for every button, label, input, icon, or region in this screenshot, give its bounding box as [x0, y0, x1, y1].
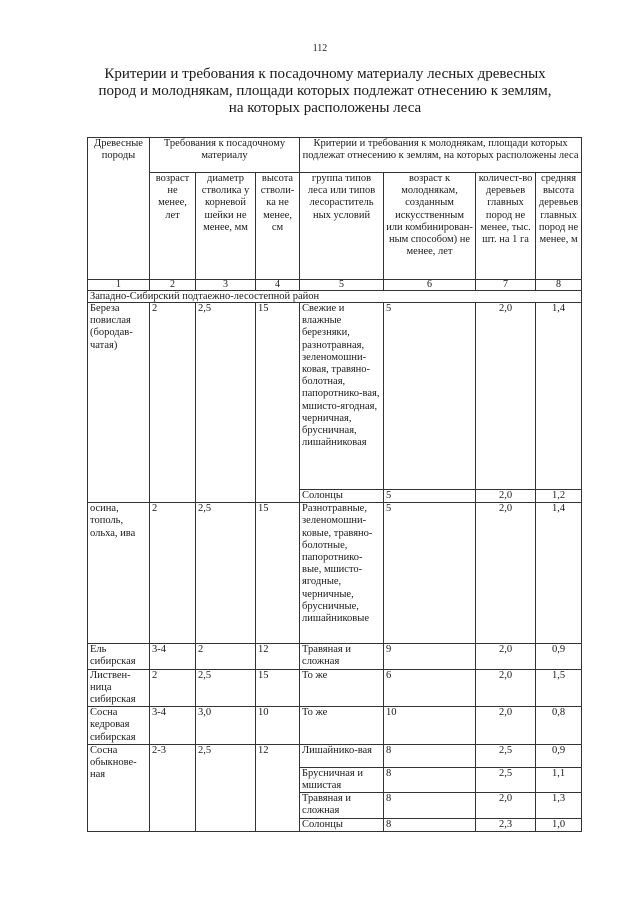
species-cell: Листвен-ница сибирская: [88, 669, 150, 707]
diameter-cell: 2,5: [196, 669, 256, 707]
forest-type-cell: Солонцы: [300, 490, 384, 503]
species-cell: Береза повислая (бородав-чатая): [88, 303, 150, 503]
forest-type-cell: То же: [300, 707, 384, 745]
avg-height-cell: 1,4: [536, 503, 582, 644]
table-row: [88, 707, 582, 745]
young-age-cell: 8: [384, 818, 476, 831]
young-age-cell: 9: [384, 644, 476, 669]
page-number: 112: [312, 43, 328, 54]
young-age-cell: 8: [384, 767, 476, 792]
species-cell: Сосна обыкнове-ная: [88, 744, 150, 831]
forest-type-cell: Свежие и влажные березняки, разнотравная, зеленомошни-ковая, травяно-болотная, папоротнико-вая, мшисто-ягодная, черничная, брусничная, лишайниковая: [300, 303, 384, 490]
diameter-cell: 2,5: [196, 303, 256, 503]
forest-type-cell: Солонцы: [300, 818, 384, 831]
height-cell: 12: [256, 744, 300, 831]
young-age-cell: 6: [384, 669, 476, 707]
column-number: 2: [150, 280, 196, 291]
table-row: [88, 644, 582, 669]
table-row: [88, 669, 582, 707]
height-cell: 15: [256, 503, 300, 644]
column-numbers-row: [88, 280, 582, 291]
young-age-cell: 5: [384, 490, 476, 503]
document-title: Критерии и требования к посадочному материалу лесных древесных пород и молоднякам, площади которых подлежат отнесению к землям, на которых расположены леса: [98, 66, 552, 116]
avg-height-cell: 1,0: [536, 818, 582, 831]
region-row: Западно-Сибирский подтаежно-лесостепной район: [88, 291, 582, 303]
age-cell: 2-3: [150, 744, 196, 831]
forest-type-cell: Лишайнико-вая: [300, 744, 384, 767]
age-cell: 2: [150, 303, 196, 503]
age-cell: 3-4: [150, 644, 196, 669]
count-cell: 2,5: [476, 767, 536, 792]
header-young: Критерии и требования к молоднякам, площади которых подлежат отнесению к землям, на которых расположены леса: [300, 138, 582, 173]
diameter-cell: 2,5: [196, 744, 256, 831]
avg-height-cell: 0,9: [536, 744, 582, 767]
column-number: 4: [256, 280, 300, 291]
forest-type-cell: Брусничная и мшистая: [300, 767, 384, 792]
table-row: [88, 503, 582, 644]
species-cell: Ель сибирская: [88, 644, 150, 669]
avg-height-cell: 1,1: [536, 767, 582, 792]
header-age-min: возраст не менее, лет: [150, 173, 196, 280]
column-number: 7: [476, 280, 536, 291]
forest-type-cell: Травяная и сложная: [300, 793, 384, 818]
avg-height-cell: 1,5: [536, 669, 582, 707]
young-age-cell: 10: [384, 707, 476, 745]
count-cell: 2,5: [476, 744, 536, 767]
height-cell: 15: [256, 303, 300, 503]
forest-type-cell: Травяная и сложная: [300, 644, 384, 669]
diameter-cell: 2: [196, 644, 256, 669]
young-age-cell: 5: [384, 503, 476, 644]
header-diameter: диаметр стволика у корневой шейки не менее, мм: [196, 173, 256, 280]
avg-height-cell: 1,3: [536, 793, 582, 818]
column-number: 3: [196, 280, 256, 291]
avg-height-cell: 0,9: [536, 644, 582, 669]
young-age-cell: 8: [384, 744, 476, 767]
table-row: [88, 744, 582, 767]
header-count: количест-во деревьев главных пород не менее, тыс. шт. на 1 га: [476, 173, 536, 280]
height-cell: 15: [256, 669, 300, 707]
count-cell: 2,3: [476, 818, 536, 831]
diameter-cell: 2,5: [196, 503, 256, 644]
header-avg-height: средняя высота деревьев главных пород не менее, м: [536, 173, 582, 280]
height-cell: 10: [256, 707, 300, 745]
count-cell: 2,0: [476, 503, 536, 644]
column-number: 6: [384, 280, 476, 291]
header-young-age: возраст к молоднякам, созданным искусственным или комбинирован-ным способом) не менее, лет: [384, 173, 476, 280]
column-number: 8: [536, 280, 582, 291]
count-cell: 2,0: [476, 793, 536, 818]
height-cell: 12: [256, 644, 300, 669]
criteria-table: [87, 137, 582, 832]
header-planting: Требования к посадочному материалу: [150, 138, 300, 173]
column-number: 5: [300, 280, 384, 291]
age-cell: 2: [150, 503, 196, 644]
count-cell: 2,0: [476, 490, 536, 503]
count-cell: 2,0: [476, 707, 536, 745]
table-row: [88, 303, 582, 490]
avg-height-cell: 1,4: [536, 303, 582, 490]
header-species: Древесные породы: [88, 138, 150, 280]
header-forest-type: группа типов леса или типов лесораститель ных условий: [300, 173, 384, 280]
avg-height-cell: 1,2: [536, 490, 582, 503]
column-number: 1: [88, 280, 150, 291]
young-age-cell: 8: [384, 793, 476, 818]
species-cell: осина, тополь, ольха, ива: [88, 503, 150, 644]
count-cell: 2,0: [476, 644, 536, 669]
avg-height-cell: 0,8: [536, 707, 582, 745]
young-age-cell: 5: [384, 303, 476, 490]
age-cell: 3-4: [150, 707, 196, 745]
diameter-cell: 3,0: [196, 707, 256, 745]
age-cell: 2: [150, 669, 196, 707]
count-cell: 2,0: [476, 669, 536, 707]
header-height: высота стволи-ка не менее, см: [256, 173, 300, 280]
forest-type-cell: То же: [300, 669, 384, 707]
forest-type-cell: Разнотравные, зеленомошни-ковые, травяно-болотные, папоротнико-вые, мшисто-ягодные, черничные, брусничные, лишайниковые: [300, 503, 384, 644]
count-cell: 2,0: [476, 303, 536, 490]
species-cell: Сосна кедровая сибирская: [88, 707, 150, 745]
